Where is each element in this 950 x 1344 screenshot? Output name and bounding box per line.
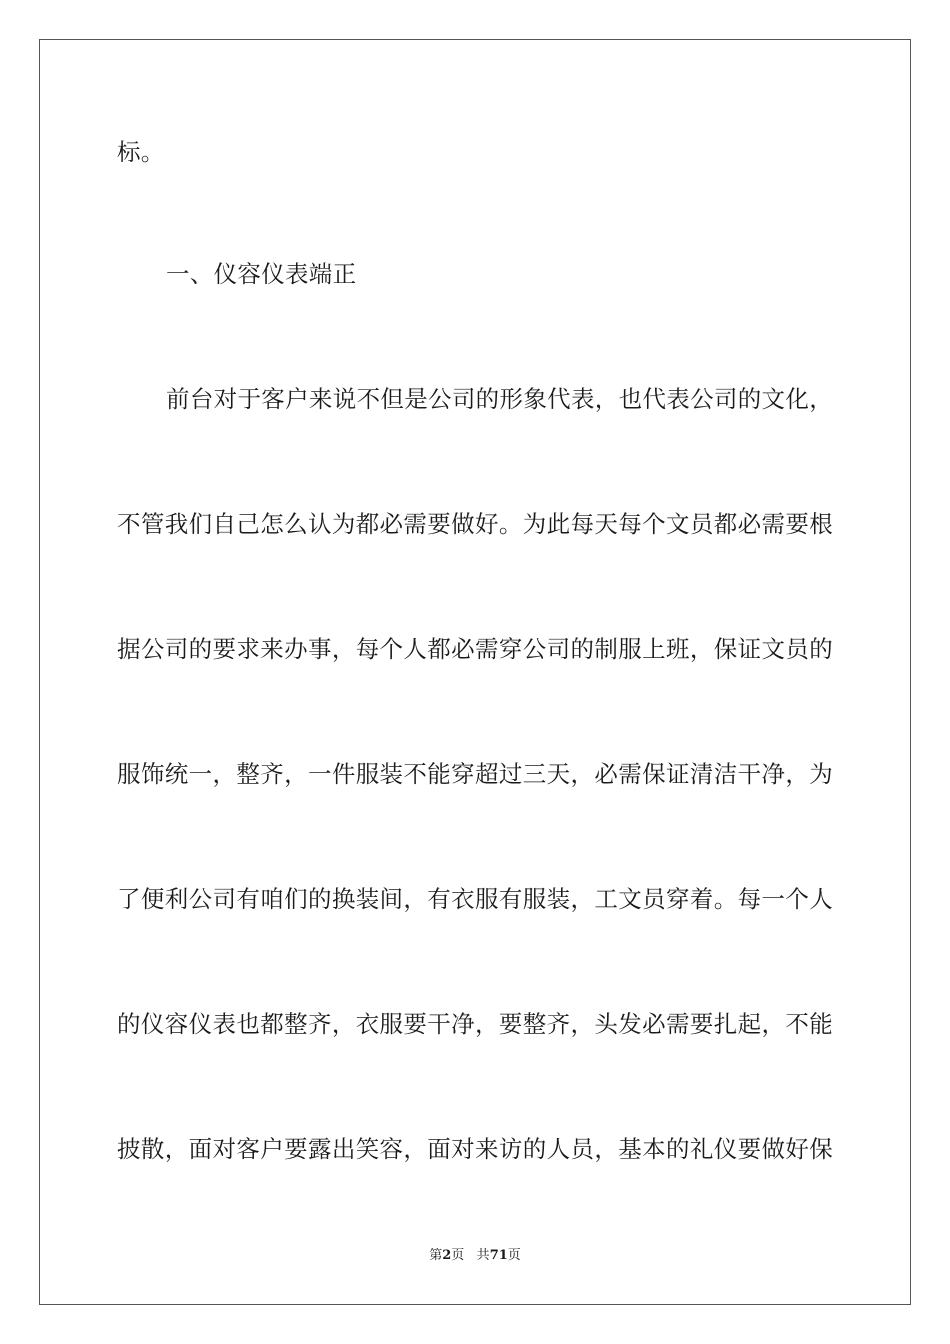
- section-heading: 一、仪容仪表端正: [166, 260, 357, 288]
- text-line-1: 标。: [117, 138, 165, 166]
- page-number: 2: [442, 1248, 452, 1263]
- page-suffix: 页: [451, 1248, 465, 1263]
- text-line-7: 了便利公司有咱们的换装间，有衣服有服装，工文员穿着。每一个人: [117, 885, 833, 913]
- text-line-6: 服饰统一，整齐，一件服装不能穿超过三天，必需保证清洁干净，为: [117, 760, 833, 788]
- total-prefix: 共: [476, 1248, 490, 1263]
- total-suffix: 页: [507, 1248, 521, 1263]
- total-pages: 71: [489, 1248, 508, 1263]
- text-line-9: 披散，面对客户要露出笑容，面对来访的人员，基本的礼仪要做好保: [117, 1135, 833, 1163]
- page-prefix: 第: [429, 1248, 443, 1263]
- page-footer: [0, 1247, 950, 1265]
- text-line-8: 的仪容仪表也都整齐，衣服要干净，要整齐，头发必需要扎起，不能: [117, 1010, 833, 1038]
- text-line-4: 不管我们自己怎么认为都必需要做好。为此每天每个文员都必需要根: [117, 510, 833, 538]
- text-line-5: 据公司的要求来办事，每个人都必需穿公司的制服上班，保证文员的: [117, 635, 833, 663]
- text-line-3: 前台对于客户来说不但是公司的形象代表，也代表公司的文化，: [166, 385, 833, 413]
- page-border: [39, 39, 911, 1305]
